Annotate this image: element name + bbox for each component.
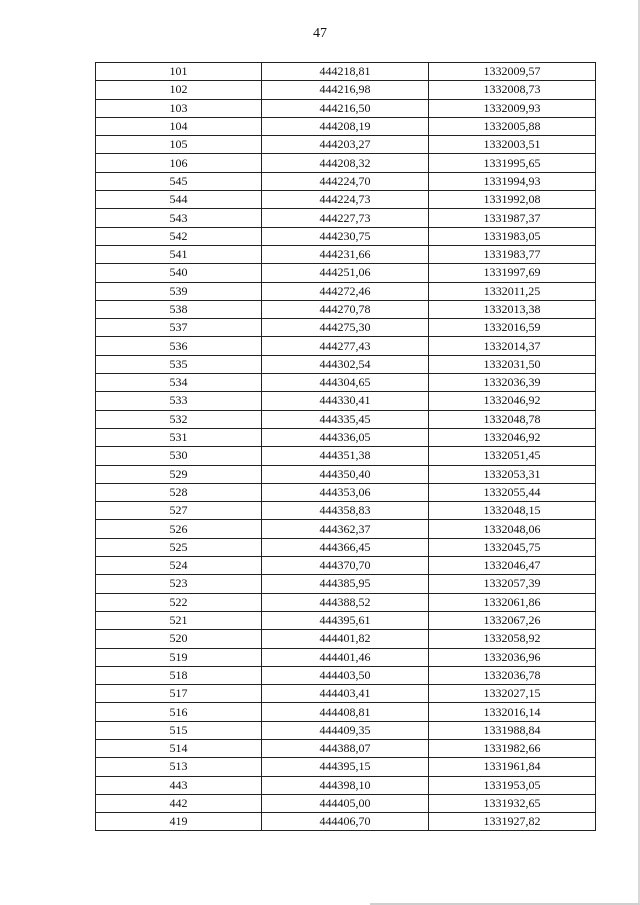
coordinates-table	[95, 62, 596, 831]
table-row	[96, 209, 596, 227]
point-number-cell: 524	[96, 557, 262, 575]
table-row	[96, 611, 596, 629]
table-row	[96, 648, 596, 666]
point-number-cell: 516	[96, 703, 262, 721]
point-number-cell: 531	[96, 428, 262, 446]
point-number-cell: 518	[96, 666, 262, 684]
table-row	[96, 99, 596, 117]
y-coordinate-cell: 1332016,59	[429, 319, 596, 337]
point-number-cell: 545	[96, 172, 262, 190]
table-row	[96, 776, 596, 794]
x-coordinate-cell: 444304,65	[262, 374, 429, 392]
point-number-cell: 526	[96, 520, 262, 538]
table-row	[96, 410, 596, 428]
point-number-cell: 443	[96, 776, 262, 794]
y-coordinate-cell: 1332048,78	[429, 410, 596, 428]
table-row	[96, 374, 596, 392]
y-coordinate-cell: 1332061,86	[429, 593, 596, 611]
y-coordinate-cell: 1331961,84	[429, 758, 596, 776]
y-coordinate-cell: 1331932,65	[429, 794, 596, 812]
y-coordinate-cell: 1331982,66	[429, 739, 596, 757]
point-number-cell: 537	[96, 319, 262, 337]
point-number-cell: 539	[96, 282, 262, 300]
point-number-cell: 534	[96, 374, 262, 392]
x-coordinate-cell: 444388,52	[262, 593, 429, 611]
y-coordinate-cell: 1331987,37	[429, 209, 596, 227]
x-coordinate-cell: 444370,70	[262, 557, 429, 575]
y-coordinate-cell: 1331927,82	[429, 813, 596, 831]
x-coordinate-cell: 444277,43	[262, 337, 429, 355]
point-number-cell: 442	[96, 794, 262, 812]
x-coordinate-cell: 444330,41	[262, 392, 429, 410]
y-coordinate-cell: 1332016,14	[429, 703, 596, 721]
y-coordinate-cell: 1332005,88	[429, 117, 596, 135]
point-number-cell: 419	[96, 813, 262, 831]
point-number-cell: 542	[96, 227, 262, 245]
table-row	[96, 703, 596, 721]
y-coordinate-cell: 1332045,75	[429, 538, 596, 556]
table-row	[96, 300, 596, 318]
x-coordinate-cell: 444275,30	[262, 319, 429, 337]
x-coordinate-cell: 444401,46	[262, 648, 429, 666]
table-row	[96, 813, 596, 831]
point-number-cell: 519	[96, 648, 262, 666]
y-coordinate-cell: 1331953,05	[429, 776, 596, 794]
table-row	[96, 245, 596, 263]
table-row	[96, 721, 596, 739]
table-row	[96, 593, 596, 611]
coordinates-table-body	[96, 63, 596, 831]
x-coordinate-cell: 444395,61	[262, 611, 429, 629]
coordinates-table-container	[95, 62, 595, 831]
x-coordinate-cell: 444203,27	[262, 136, 429, 154]
x-coordinate-cell: 444227,73	[262, 209, 429, 227]
y-coordinate-cell: 1332067,26	[429, 611, 596, 629]
y-coordinate-cell: 1332009,57	[429, 63, 596, 81]
point-number-cell: 102	[96, 81, 262, 99]
point-number-cell: 536	[96, 337, 262, 355]
x-coordinate-cell: 444208,32	[262, 154, 429, 172]
point-number-cell: 543	[96, 209, 262, 227]
x-coordinate-cell: 444403,41	[262, 685, 429, 703]
point-number-cell: 529	[96, 465, 262, 483]
point-number-cell: 514	[96, 739, 262, 757]
y-coordinate-cell: 1332036,78	[429, 666, 596, 684]
x-coordinate-cell: 444336,05	[262, 428, 429, 446]
x-coordinate-cell: 444224,70	[262, 172, 429, 190]
table-row	[96, 520, 596, 538]
y-coordinate-cell: 1331997,69	[429, 264, 596, 282]
y-coordinate-cell: 1332046,92	[429, 428, 596, 446]
y-coordinate-cell: 1331992,08	[429, 191, 596, 209]
y-coordinate-cell: 1332058,92	[429, 630, 596, 648]
x-coordinate-cell: 444406,70	[262, 813, 429, 831]
table-row	[96, 685, 596, 703]
point-number-cell: 513	[96, 758, 262, 776]
page-number: 47	[313, 26, 327, 41]
x-coordinate-cell: 444385,95	[262, 575, 429, 593]
table-row	[96, 392, 596, 410]
point-number-cell: 540	[96, 264, 262, 282]
y-coordinate-cell: 1331995,65	[429, 154, 596, 172]
y-coordinate-cell: 1332046,47	[429, 557, 596, 575]
x-coordinate-cell: 444409,35	[262, 721, 429, 739]
y-coordinate-cell: 1332048,06	[429, 520, 596, 538]
point-number-cell: 527	[96, 502, 262, 520]
y-coordinate-cell: 1331983,05	[429, 227, 596, 245]
table-row	[96, 447, 596, 465]
table-row	[96, 428, 596, 446]
x-coordinate-cell: 444408,81	[262, 703, 429, 721]
y-coordinate-cell: 1332036,39	[429, 374, 596, 392]
table-row	[96, 337, 596, 355]
point-number-cell: 523	[96, 575, 262, 593]
y-coordinate-cell: 1332027,15	[429, 685, 596, 703]
x-coordinate-cell: 444362,37	[262, 520, 429, 538]
x-coordinate-cell: 444216,50	[262, 99, 429, 117]
y-coordinate-cell: 1331988,84	[429, 721, 596, 739]
table-row	[96, 227, 596, 245]
point-number-cell: 535	[96, 355, 262, 373]
y-coordinate-cell: 1332014,37	[429, 337, 596, 355]
y-coordinate-cell: 1332046,92	[429, 392, 596, 410]
table-row	[96, 739, 596, 757]
x-coordinate-cell: 444405,00	[262, 794, 429, 812]
table-row	[96, 154, 596, 172]
x-coordinate-cell: 444351,38	[262, 447, 429, 465]
y-coordinate-cell: 1332011,25	[429, 282, 596, 300]
point-number-cell: 517	[96, 685, 262, 703]
y-coordinate-cell: 1332048,15	[429, 502, 596, 520]
y-coordinate-cell: 1331994,93	[429, 172, 596, 190]
x-coordinate-cell: 444401,82	[262, 630, 429, 648]
point-number-cell: 538	[96, 300, 262, 318]
y-coordinate-cell: 1332031,50	[429, 355, 596, 373]
point-number-cell: 525	[96, 538, 262, 556]
y-coordinate-cell: 1332036,96	[429, 648, 596, 666]
y-coordinate-cell: 1332009,93	[429, 99, 596, 117]
table-row	[96, 538, 596, 556]
x-coordinate-cell: 444398,10	[262, 776, 429, 794]
table-row	[96, 319, 596, 337]
table-row	[96, 117, 596, 135]
table-row	[96, 172, 596, 190]
x-coordinate-cell: 444388,07	[262, 739, 429, 757]
table-row	[96, 575, 596, 593]
x-coordinate-cell: 444358,83	[262, 502, 429, 520]
x-coordinate-cell: 444403,50	[262, 666, 429, 684]
x-coordinate-cell: 444272,46	[262, 282, 429, 300]
table-row	[96, 630, 596, 648]
table-row	[96, 557, 596, 575]
y-coordinate-cell: 1332013,38	[429, 300, 596, 318]
x-coordinate-cell: 444208,19	[262, 117, 429, 135]
point-number-cell: 522	[96, 593, 262, 611]
x-coordinate-cell: 444216,98	[262, 81, 429, 99]
table-row	[96, 758, 596, 776]
table-row	[96, 63, 596, 81]
point-number-cell: 544	[96, 191, 262, 209]
x-coordinate-cell: 444302,54	[262, 355, 429, 373]
table-row	[96, 136, 596, 154]
point-number-cell: 106	[96, 154, 262, 172]
point-number-cell: 103	[96, 99, 262, 117]
y-coordinate-cell: 1331983,77	[429, 245, 596, 263]
x-coordinate-cell: 444218,81	[262, 63, 429, 81]
x-coordinate-cell: 444231,66	[262, 245, 429, 263]
point-number-cell: 533	[96, 392, 262, 410]
x-coordinate-cell: 444230,75	[262, 227, 429, 245]
point-number-cell: 520	[96, 630, 262, 648]
point-number-cell: 541	[96, 245, 262, 263]
point-number-cell: 515	[96, 721, 262, 739]
table-row	[96, 282, 596, 300]
x-coordinate-cell: 444224,73	[262, 191, 429, 209]
point-number-cell: 104	[96, 117, 262, 135]
x-coordinate-cell: 444335,45	[262, 410, 429, 428]
table-row	[96, 465, 596, 483]
y-coordinate-cell: 1332051,45	[429, 447, 596, 465]
y-coordinate-cell: 1332055,44	[429, 483, 596, 501]
y-coordinate-cell: 1332057,39	[429, 575, 596, 593]
x-coordinate-cell: 444251,06	[262, 264, 429, 282]
table-row	[96, 794, 596, 812]
point-number-cell: 521	[96, 611, 262, 629]
x-coordinate-cell: 444270,78	[262, 300, 429, 318]
point-number-cell: 530	[96, 447, 262, 465]
table-row	[96, 666, 596, 684]
table-row	[96, 355, 596, 373]
table-row	[96, 502, 596, 520]
point-number-cell: 532	[96, 410, 262, 428]
y-coordinate-cell: 1332003,51	[429, 136, 596, 154]
point-number-cell: 101	[96, 63, 262, 81]
table-row	[96, 81, 596, 99]
point-number-cell: 105	[96, 136, 262, 154]
x-coordinate-cell: 444366,45	[262, 538, 429, 556]
x-coordinate-cell: 444395,15	[262, 758, 429, 776]
x-coordinate-cell: 444350,40	[262, 465, 429, 483]
x-coordinate-cell: 444353,06	[262, 483, 429, 501]
table-row	[96, 264, 596, 282]
point-number-cell: 528	[96, 483, 262, 501]
table-row	[96, 191, 596, 209]
table-row	[96, 483, 596, 501]
y-coordinate-cell: 1332053,31	[429, 465, 596, 483]
y-coordinate-cell: 1332008,73	[429, 81, 596, 99]
